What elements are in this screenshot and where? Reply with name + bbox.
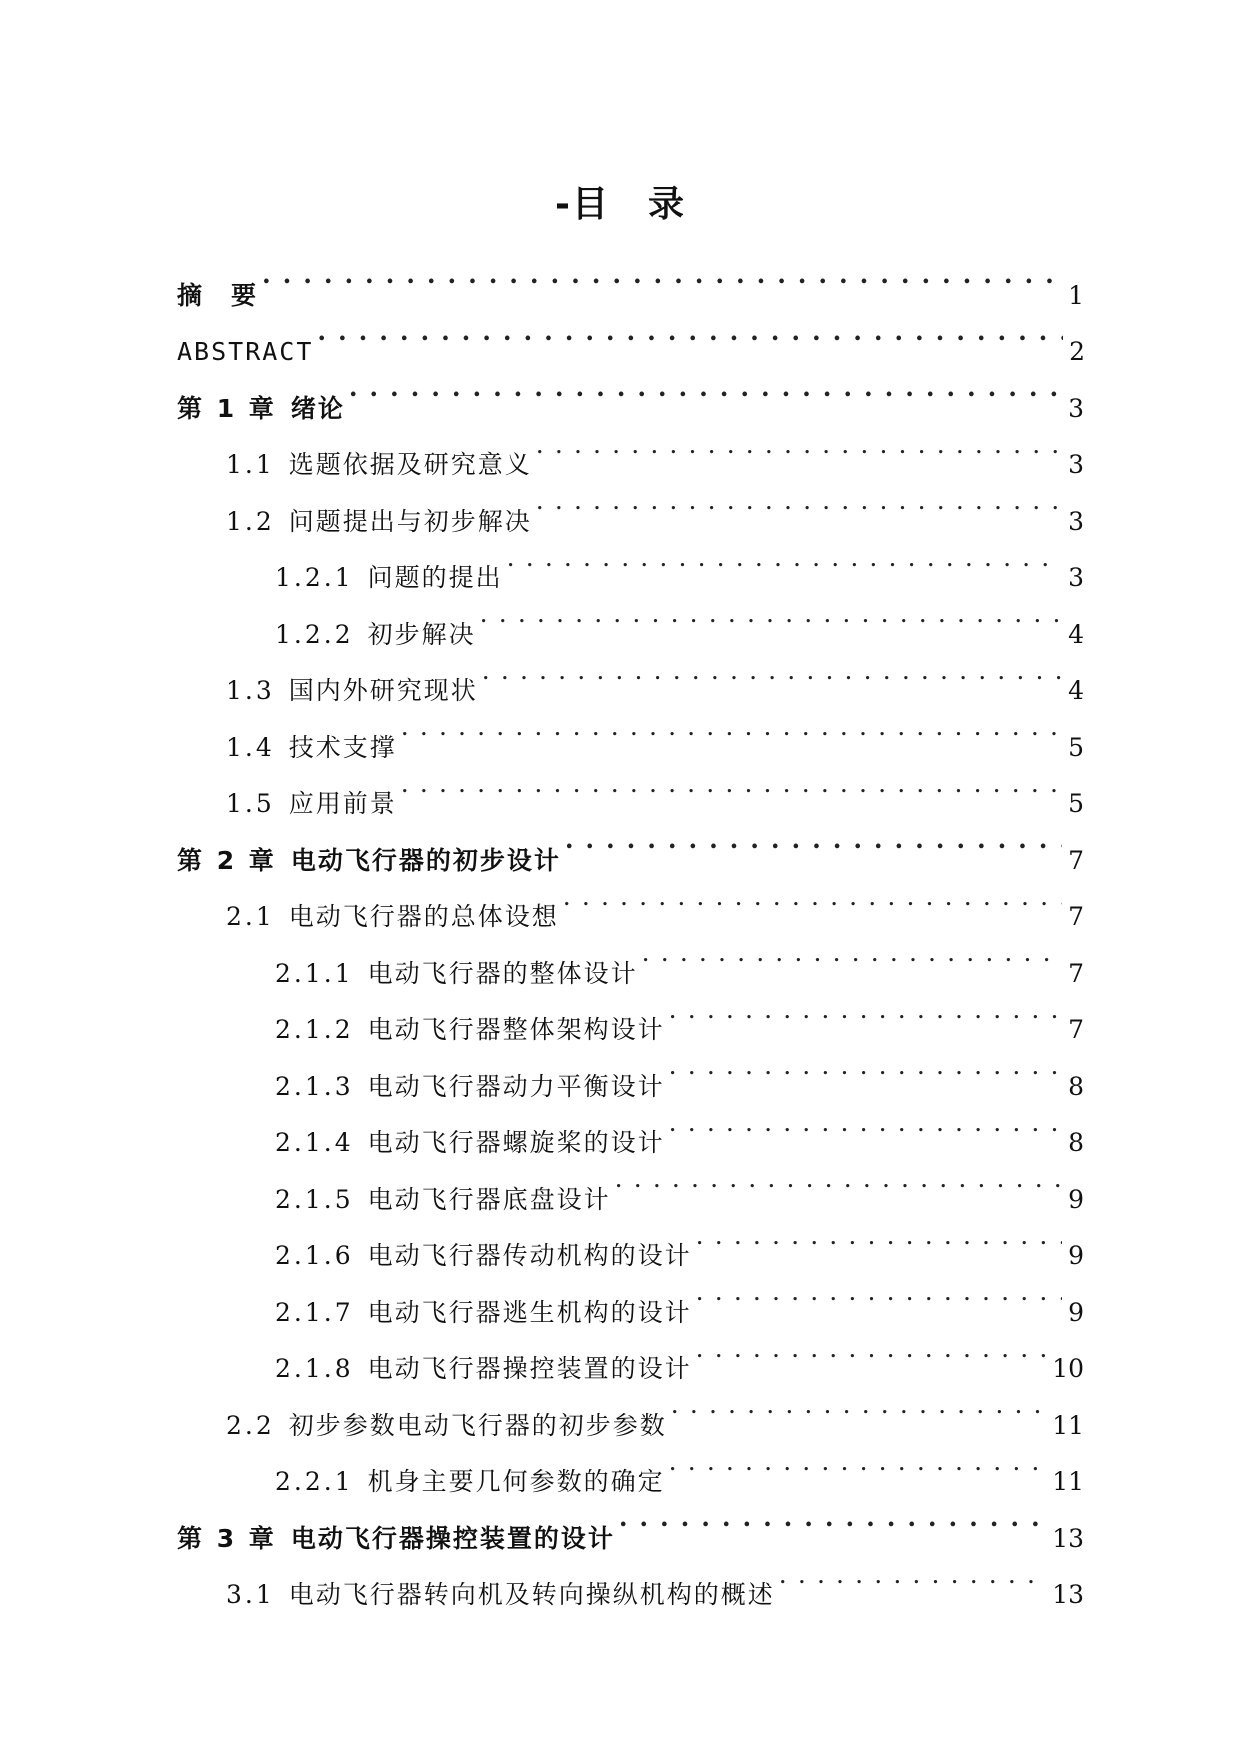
toc-entry-number: 第 2 章 <box>177 845 277 875</box>
dot-leader <box>401 756 1062 813</box>
dot-leader <box>615 1151 1062 1208</box>
toc-entry-number: 2.1.2 <box>275 1015 354 1044</box>
toc-page-number: 7 <box>1068 845 1084 875</box>
toc-entry-number: 2.1.1 <box>275 958 354 988</box>
toc-page-number: 10 <box>1052 1354 1084 1383</box>
toc-entry-number: 1.2.1 <box>275 563 354 592</box>
toc-entry-text: 摘 要 <box>177 280 259 310</box>
toc-entry-text: 电动飞行器逃生机构的设计 <box>367 1297 692 1327</box>
dot-leader <box>696 1208 1062 1265</box>
toc-page-number: 2 <box>1069 337 1084 366</box>
dot-leader <box>401 699 1062 756</box>
toc-entry-number: 2.1.8 <box>275 1354 354 1383</box>
toc-entry-text: 电动飞行器操控装置的设计 <box>290 1523 615 1553</box>
dot-leader <box>482 643 1062 700</box>
toc-entry-text: 机身主要几何参数的确定 <box>367 1467 665 1496</box>
dot-leader <box>480 586 1062 643</box>
toc-page-number: 9 <box>1068 1241 1084 1270</box>
toc-entry-number: 1.4 <box>226 732 275 762</box>
toc-entry-text: 电动飞行器螺旋桨的设计 <box>367 1128 665 1157</box>
toc-page-number: 8 <box>1068 1128 1084 1157</box>
toc-entry-text: 电动飞行器的整体设计 <box>367 958 638 988</box>
toc-entry-number: 1.3 <box>226 676 275 705</box>
toc-entry-number: 2.1.5 <box>275 1184 354 1214</box>
toc-entry-text: 电动飞行器操控装置的设计 <box>367 1354 692 1383</box>
toc-page-number: 8 <box>1068 1071 1084 1101</box>
toc-page-number: 5 <box>1068 789 1084 818</box>
toc-entry[interactable] <box>177 304 1084 366</box>
toc-entry-number: 2.1.3 <box>275 1071 354 1101</box>
toc-entry-text: ABSTRACT <box>177 337 314 366</box>
toc-page-number: 3 <box>1068 450 1084 479</box>
toc-entry-text: 电动飞行器的初步设计 <box>290 845 561 875</box>
toc-page-number: 7 <box>1068 958 1084 988</box>
toc-entry-text: 选题依据及研究意义 <box>288 450 532 479</box>
toc-entry-text: 电动飞行器动力平衡设计 <box>367 1071 665 1101</box>
dot-leader <box>536 417 1062 474</box>
toc-page-number: 11 <box>1052 1467 1084 1496</box>
dot-leader <box>642 925 1062 982</box>
toc-entry-number: 1.5 <box>226 789 275 818</box>
toc-page-number: 3 <box>1068 563 1084 592</box>
toc-page-number: 9 <box>1068 1184 1084 1214</box>
toc-entry-text: 技术支撑 <box>288 732 397 762</box>
toc-entry-number: 第 1 章 <box>177 393 277 423</box>
toc-entry-text: 初步参数电动飞行器的初步参数 <box>288 1410 667 1440</box>
toc-entry-text: 电动飞行器底盘设计 <box>367 1184 611 1214</box>
dot-leader <box>696 1264 1062 1321</box>
dot-leader <box>671 1377 1046 1434</box>
toc-entry-number: 第 3 章 <box>177 1523 277 1553</box>
toc-page-number: 4 <box>1068 619 1084 649</box>
toc-entry[interactable] <box>177 247 1084 310</box>
dot-leader <box>696 1321 1047 1378</box>
toc-entry-text: 国内外研究现状 <box>288 676 478 705</box>
toc-entry-number: 2.1.6 <box>275 1241 354 1270</box>
toc-entry-number: 2.1 <box>226 902 275 931</box>
dot-leader <box>262 247 1062 304</box>
dot-leader <box>669 1434 1047 1491</box>
toc-entry-text: 电动飞行器的总体设想 <box>288 902 559 931</box>
toc-entry-number: 2.2 <box>226 1410 275 1440</box>
dot-leader <box>563 869 1062 926</box>
dot-leader <box>669 982 1062 1039</box>
toc-entry-text: 初步解决 <box>367 619 476 649</box>
toc-page-number: 13 <box>1052 1580 1084 1609</box>
dot-leader <box>779 1547 1046 1604</box>
toc-list <box>177 247 1084 1609</box>
dot-leader <box>565 812 1062 869</box>
toc-entry-number: 1.2.2 <box>275 619 354 649</box>
toc-entry-text: 应用前景 <box>288 789 397 818</box>
toc-entry-text: 问题的提出 <box>367 563 503 592</box>
toc-entry-number: 2.1.4 <box>275 1128 354 1157</box>
toc-entry-text: 电动飞行器传动机构的设计 <box>367 1241 692 1270</box>
toc-entry-number: 1.1 <box>226 450 275 479</box>
toc-entry-number: 1.2 <box>226 506 275 536</box>
toc-entry-text: 问题提出与初步解决 <box>288 506 532 536</box>
toc-page-number: 9 <box>1068 1297 1084 1327</box>
toc-page-number: 1 <box>1068 280 1084 310</box>
dot-leader <box>619 1490 1046 1547</box>
toc-page-number: 3 <box>1068 506 1084 536</box>
toc-page-number: 5 <box>1068 732 1084 762</box>
dot-leader <box>317 304 1063 361</box>
dot-leader <box>669 1095 1062 1152</box>
dot-leader <box>349 360 1062 417</box>
toc-entry-number: 2.1.7 <box>275 1297 354 1327</box>
toc-page-number: 7 <box>1068 902 1084 931</box>
toc-entry-text: 电动飞行器转向机及转向操纵机构的概述 <box>288 1580 775 1609</box>
dot-leader <box>536 473 1062 530</box>
toc-page-number: 4 <box>1068 676 1084 705</box>
toc-page-number: 11 <box>1052 1410 1084 1440</box>
toc-page-number: 13 <box>1052 1523 1084 1553</box>
toc-entry-text: 绪论 <box>290 393 345 423</box>
toc-page-number: 3 <box>1068 393 1084 423</box>
toc-page-number: 7 <box>1068 1015 1084 1044</box>
dot-leader <box>669 1038 1062 1095</box>
dot-leader <box>507 530 1062 587</box>
toc-title: -目 录 <box>555 184 686 225</box>
toc-entry-text: 电动飞行器整体架构设计 <box>367 1015 665 1044</box>
toc-entry-number: 3.1 <box>226 1580 275 1609</box>
toc-entry-number: 2.2.1 <box>275 1467 354 1496</box>
